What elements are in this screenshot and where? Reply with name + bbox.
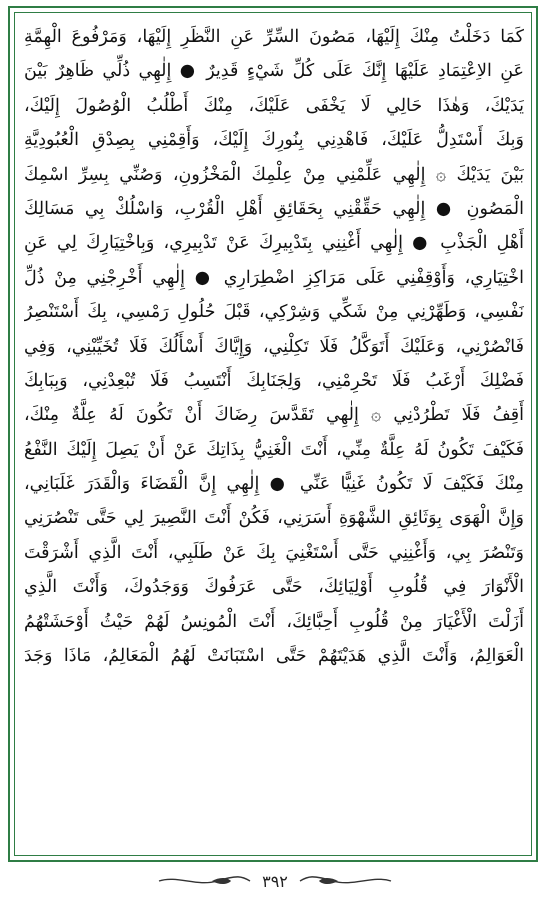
text-line: يَدَيْكَ، وَهٰذَا حَالِي لَا يَخْفَى عَلَيْكَ، مِنْكَ أَطْلُبُ الْوُصُولَ إِلَيْكَ،	[24, 95, 524, 116]
text-line: عَنِ الاِعْتِمَادِ عَلَيْهَا إِنَّكَ عَلَى كُلِّ شَيْءٍ قَدِيرٌ ● إِلٰهِي ذُلِّي ظَاهِرٌ بَيْنَ	[24, 61, 524, 82]
ornament-left-icon	[157, 874, 252, 888]
ornament-right-icon	[298, 874, 393, 888]
text-line: مِنْكَ فَكَيْفَ لَا تَكُونُ غَنِيًّا عَنِّي ● إِلٰهِي إِنَّ الْقَضَاءَ وَالْقَدَرَ غَلَبَانِي،	[24, 474, 524, 495]
text-line: نَفْسِي، وَطَهِّرْنِي مِنْ شَكِّي وَشِرْكِي، قَبْلَ حُلُولِ رَمْسِي، بِكَ أَسْتَنْصِرُ	[24, 302, 524, 323]
text-line: أَقِفُ فَلَا تَطْرُدْنِي ۞ إِلٰهِي تَقَدَّسَ رِضَاكَ أَنْ تَكُونَ لَهُ عِلَّةٌ مِنْكَ،	[24, 405, 524, 426]
text-line: أَزَلْتَ الْأَغْيَارَ مِنْ قُلُوبِ أَحِبَّائِكَ، أَنْتَ الْمُونِسُ لَهُمْ حَيْثُ أَوْحَشَتْهُمُ	[24, 611, 524, 632]
text-line: الْعَوَالِمُ، وَأَنْتَ الَّذِي هَدَيْتَهُمْ حَتَّى اسْتَبَانَتْ لَهُمُ الْمَعَالِمُ، مَاذَا وَجَدَ	[24, 646, 524, 667]
text-line: الْمَصُونِ ● إِلٰهِي حَقِّقْنِي بِحَقَائِقِ أَهْلِ الْقُرْبِ، وَاسْلُكْ بِي مَسَالِكَ	[24, 198, 524, 219]
text-line: الْأَنْوَارَ فِي قُلُوبِ أَوْلِيَائِكَ، حَتَّى عَرَفُوكَ وَوَجَدُوكَ، وَأَنْتَ الَّذِي	[24, 577, 524, 598]
text-line: فَانْصُرْنِي، وَعَلَيْكَ أَتَوَكَّلُ فَلَا تَكِلْنِي، وَإِيَّاكَ أَسْأَلُكَ فَلَا تُخَيِّبْنِي، وَفِي	[24, 336, 524, 357]
text-line: وَتَنْصُرَ بِي، وَأَغْنِنِي حَتَّى أَسْتَغْنِيَ بِكَ عَنْ طَلَبِي، أَنْتَ الَّذِي أَشْرَقْتَ	[24, 542, 524, 563]
text-line: فَضْلِكَ أَرْغَبُ فَلَا تَحْرِمْنِي، وَلِجَنَابِكَ أَنْتَسِبُ فَلَا تُبْعِدْنِي، وَبِبَابِكَ	[24, 370, 524, 391]
supplication-text	[24, 20, 524, 848]
text-line: كَمَا دَخَلْتُ مِنْكَ إِلَيْهَا، مَصُونَ السِّرِّ عَنِ النَّظَرِ إِلَيْهَا، وَمَرْفُوعَ الْهِمَّةِ	[24, 27, 524, 47]
text-line: فَكَيْفَ تَكُونُ لَهُ عِلَّةٌ مِنِّي، أَنْتَ الْغَنِيُّ بِذَاتِكَ عَنْ أَنْ يَصِلَ إِلَيْكَ النَّفْعُ	[24, 439, 524, 460]
text-line: وَإِنَّ الْهَوَى بِوَثَائِقِ الشَّهْوَةِ أَسَرَنِي، فَكُنْ أَنْتَ النَّصِيرَ لِي حَتَّى تَنْصُرَنِي	[24, 508, 524, 529]
text-line: وَبِكَ أَسْتَدِلُّ عَلَيْكَ، فَاهْدِنِي بِنُورِكَ إِلَيْكَ، وَأَقِمْنِي بِصِدْقِ الْعُبُودِيَّةِ	[24, 130, 524, 151]
text-line: أَهْلِ الْجَذْبِ ● إِلٰهِي أَغْنِنِي بِتَدْبِيرِكَ عَنْ تَدْبِيرِي، وَبِاخْتِيَارِكَ لِي عَنِ	[24, 233, 524, 254]
text-line: بَيْنَ يَدَيْكَ ۞ إِلٰهِي عَلِّمْنِي مِنْ عِلْمِكَ الْمَخْزُونِ، وَصُنِّي بِسِرِّ اسْمِكَ	[24, 164, 524, 185]
text-line: اخْتِيَارِي، وَأَوْقِفْنِي عَلَى مَرَاكِزِ اضْطِرَارِي ● إِلٰهِي أَخْرِجْنِي مِنْ ذُلِّ	[24, 267, 524, 288]
page-footer	[0, 866, 550, 896]
page-number: ٣٩٢	[262, 871, 288, 891]
